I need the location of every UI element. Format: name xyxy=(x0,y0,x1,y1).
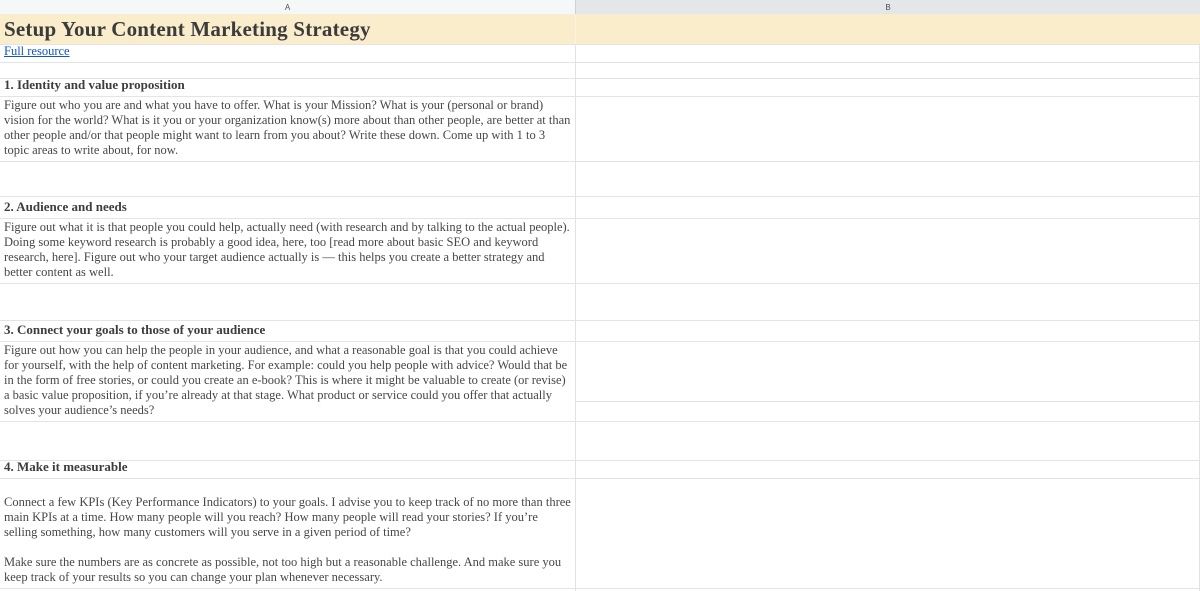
gridline-horizontal xyxy=(0,62,1200,63)
section-3-heading: 3. Connect your goals to those of your audience xyxy=(4,322,266,337)
section-1-heading: 1. Identity and value proposition xyxy=(4,78,185,92)
section-3-paragraph: Figure out how you can help the people in your audience, and what a reasonable goal is that you could achieve for yourself, with the help of content marketing. For example: could you help people with advice? Would that be in the form of free stories, or could you create an e-book? This is where it might be valuable to create (or revise) a basic value proposition, if you’re already at that stage. What product or service could you offer that actually solves your audience’s needs? xyxy=(4,343,568,417)
gridline-vertical xyxy=(575,15,576,591)
column-b-label: B xyxy=(885,2,891,12)
gridline-horizontal xyxy=(575,401,1200,402)
gridline-horizontal xyxy=(0,588,1200,589)
section-2-heading: 2. Audience and needs xyxy=(4,199,127,214)
gridline-horizontal xyxy=(0,283,1200,284)
section-2-body-cell[interactable] xyxy=(0,218,575,283)
section-4-paragraph-2: Make sure the numbers are as concrete as possible, not too high but a reasonable challenge. And make sure you keep track of your results so you can change your plan whenever necessary. xyxy=(4,555,562,584)
column-a-label: A xyxy=(284,2,291,12)
link-cell[interactable] xyxy=(0,44,575,62)
section-1-body-cell[interactable] xyxy=(0,96,575,161)
section-4-paragraph-1: Connect a few KPIs (Key Performance Indicators) to your goals. I advise you to keep track of no more than three main KPIs at a time. How many people will you reach? How many people will read your stories? If you’re selling something, how many customers will you serve in a given period of time? xyxy=(4,495,571,539)
section-4-heading: 4. Make it measurable xyxy=(4,460,128,474)
full-resource-link[interactable]: Full resource xyxy=(4,44,70,58)
section-3-heading-cell[interactable] xyxy=(0,320,575,341)
column-header-b[interactable] xyxy=(575,0,1200,14)
section-2-paragraph: Figure out what it is that people you could help, actually need (with research and by talking to the actual people). Doing some keyword research is probably a good idea, here, too [read more about basic SEO and keyword research, here]. Figure out who your target audience actually is — this helps you create a better strategy and better content as well. xyxy=(4,220,570,279)
section-3-body-cell[interactable] xyxy=(0,341,575,421)
section-2-heading-cell[interactable] xyxy=(0,196,575,218)
gridline-horizontal xyxy=(0,161,1200,162)
section-4-heading-cell[interactable] xyxy=(0,460,575,478)
column-header-strip xyxy=(0,0,1200,15)
page-title: Setup Your Content Marketing Strategy xyxy=(4,17,371,41)
column-header-a[interactable] xyxy=(0,0,575,14)
section-1-paragraph: Figure out who you are and what you have to offer. What is your Mission? What is your (personal or brand) vision for the world? What is it you or your organization know(s) more about than other people, are better at than other people and/or that people might want to learn from you about? Write these down. Come up with 1 to 3 topic areas to write about, for now. xyxy=(4,98,571,157)
title-cell[interactable] xyxy=(0,14,1200,44)
gridline-horizontal xyxy=(0,421,1200,422)
section-4-body-cell[interactable] xyxy=(0,478,575,588)
section-1-heading-cell[interactable] xyxy=(0,78,575,96)
